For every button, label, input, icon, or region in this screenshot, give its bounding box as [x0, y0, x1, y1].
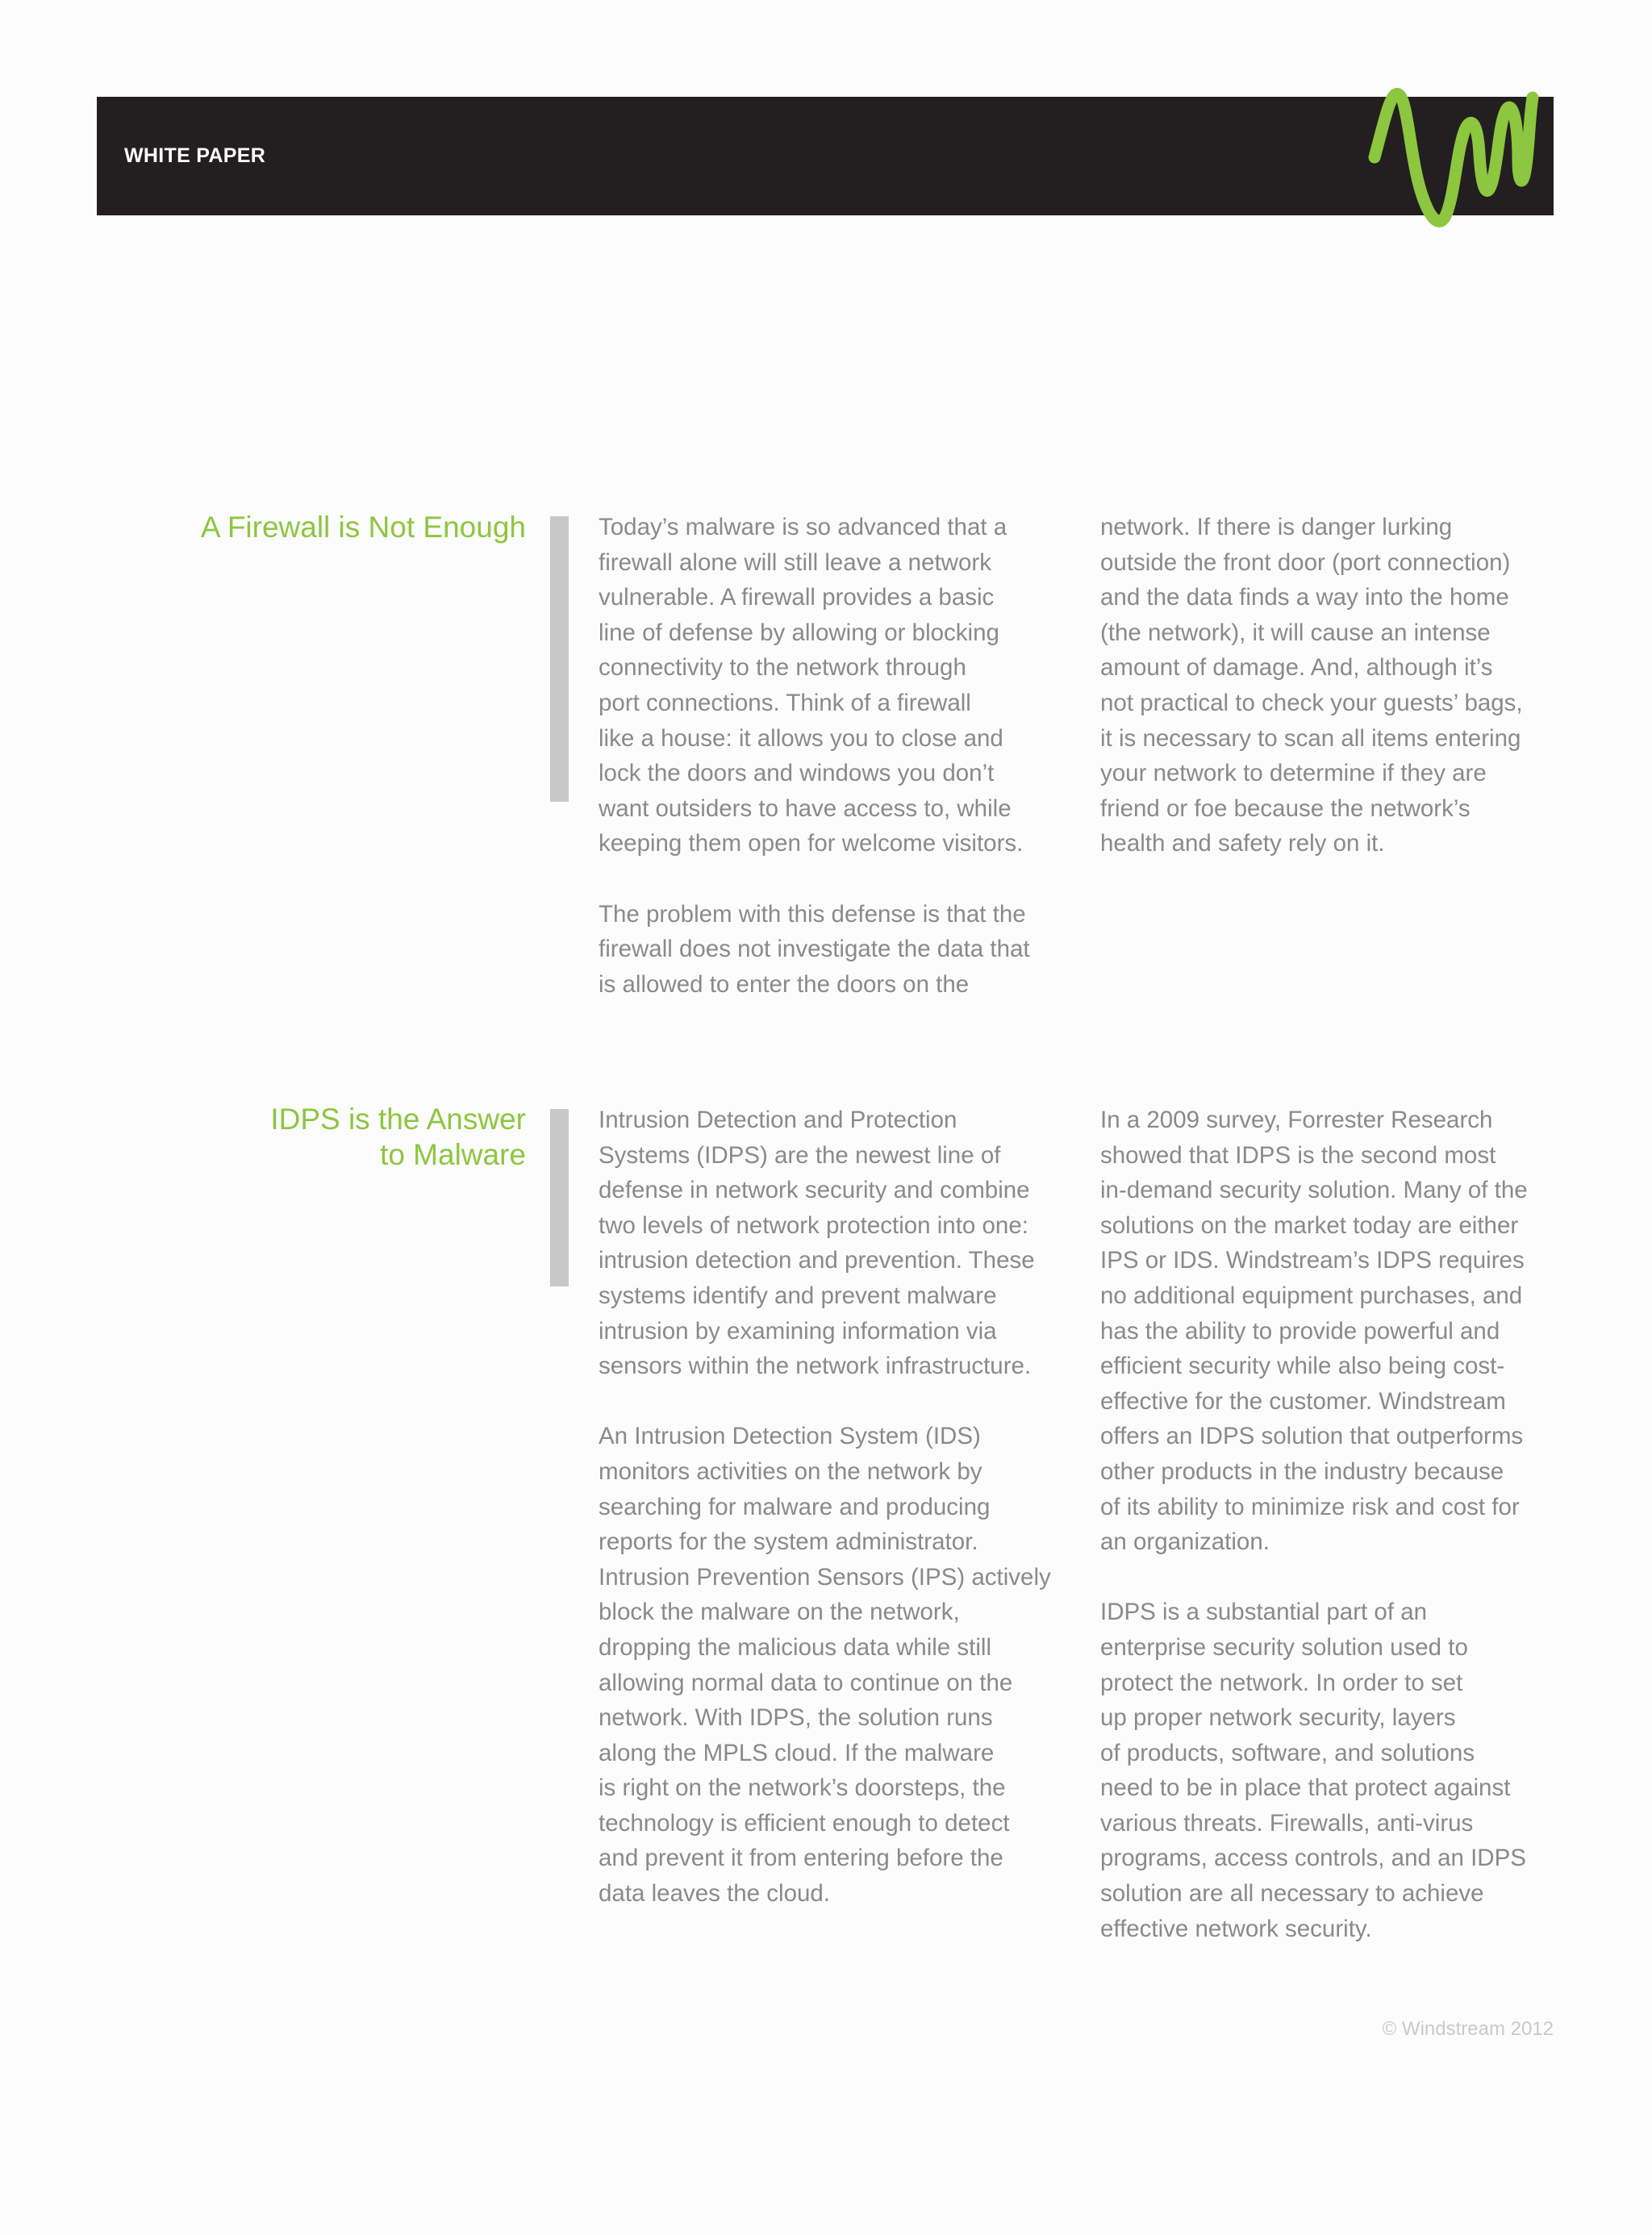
text-line: like a house: it allows you to close and — [599, 724, 1003, 752]
text-line: friend or foe because the network’s — [1100, 794, 1471, 822]
text-line: port connections. Think of a firewall — [599, 689, 971, 716]
text-line: of products, software, and solutions — [1100, 1739, 1475, 1766]
text-line: no additional equipment purchases, and — [1100, 1282, 1523, 1309]
text-line: efficient security while also being cost- — [1100, 1353, 1505, 1380]
section-firewall-column-1 — [599, 510, 1030, 1002]
text-line: In a 2009 survey, Forrester Research — [1100, 1107, 1493, 1133]
paragraph — [599, 1103, 1051, 1384]
text-line: not practical to check your guests’ bags, — [1100, 689, 1523, 716]
paragraph — [1100, 1595, 1528, 1946]
text-line: along the MPLS cloud. If the malware — [599, 1739, 995, 1766]
text-line: in-demand security solution. Many of the — [1100, 1177, 1528, 1204]
text-line: vulnerable. A firewall provides a basic — [599, 584, 995, 611]
text-line: defense in network security and combine — [599, 1177, 1030, 1204]
text-line: IDPS is a substantial part of an — [1100, 1599, 1428, 1626]
text-line: two levels of network protection into one: — [599, 1211, 1028, 1239]
header-label: WHITE PAPER — [124, 144, 266, 167]
text-line: programs, access controls, and an IDPS — [1100, 1845, 1526, 1872]
text-line: systems identify and prevent malware — [599, 1282, 997, 1309]
copyright-footer: © Windstream 2012 — [1382, 2018, 1554, 2040]
text-line: The problem with this defense is that the — [599, 900, 1026, 928]
text-line: other products in the industry because — [1100, 1457, 1504, 1485]
text-line: connectivity to the network through — [599, 654, 966, 682]
text-line: is allowed to enter the doors on the — [599, 970, 970, 998]
text-line: technology is efficient enough to detect — [599, 1809, 1010, 1837]
text-line: Today’s malware is so advanced that a — [599, 514, 1007, 540]
text-line: Intrusion Detection and Protection — [599, 1107, 957, 1133]
text-line: your network to determine if they are — [1100, 760, 1487, 787]
text-line: line of defense by allowing or blocking — [599, 619, 999, 646]
text-line: need to be in place that protect against — [1100, 1774, 1511, 1802]
text-line: allowing normal data to continue on the — [599, 1669, 1013, 1696]
text-line: An Intrusion Detection System (IDS) — [599, 1423, 981, 1450]
paragraph — [1100, 510, 1523, 861]
section-idps-column-1 — [599, 1103, 1051, 1912]
text-line: block the malware on the network, — [599, 1599, 960, 1626]
text-line: network. If there is danger lurking — [1100, 514, 1453, 540]
text-line: of its ability to minimize risk and cost for — [1100, 1493, 1520, 1520]
header-bar — [97, 97, 1554, 215]
text-line: network. With IDPS, the solution runs — [599, 1704, 993, 1732]
text-line: up proper network security, layers — [1100, 1704, 1456, 1732]
text-line: searching for malware and producing — [599, 1493, 991, 1520]
text-line: various threats. Firewalls, anti-virus — [1100, 1809, 1474, 1837]
text-line: dropping the malicious data while still — [599, 1633, 992, 1661]
paragraph — [599, 897, 1030, 1003]
section-title-firewall — [201, 510, 526, 545]
text-line: an organization. — [1100, 1528, 1270, 1556]
section-rule — [550, 516, 569, 802]
text-line: offers an IDPS solution that outperforms — [1100, 1423, 1524, 1450]
text-line: monitors activities on the network by — [599, 1457, 982, 1485]
text-line: solutions on the market today are either — [1100, 1211, 1519, 1239]
text-line: lock the doors and windows you don’t — [599, 760, 995, 787]
text-line: and the data finds a way into the home — [1100, 584, 1509, 611]
text-line: firewall does not investigate the data that — [599, 936, 1030, 963]
text-line: has the ability to provide powerful and — [1100, 1317, 1500, 1345]
text-line: intrusion by examining information via — [599, 1317, 997, 1345]
text-line: effective network security. — [1100, 1915, 1372, 1942]
text-line: Intrusion Prevention Sensors (IPS) actively — [599, 1563, 1051, 1591]
section-firewall-column-2 — [1100, 510, 1523, 861]
section-idps-column-2 — [1100, 1103, 1528, 1946]
section-title-idps — [270, 1102, 526, 1173]
paragraph — [599, 510, 1030, 861]
text-line: Systems (IDPS) are the newest line of — [599, 1141, 1001, 1169]
text-line: and prevent it from entering before the — [599, 1845, 1003, 1872]
text-line: firewall alone will still leave a network — [599, 548, 991, 576]
text-line: effective for the customer. Windstream — [1100, 1387, 1506, 1415]
text-line: protect the network. In order to set — [1100, 1669, 1463, 1696]
windstream-wave-logo-icon — [1363, 77, 1542, 234]
paragraph — [599, 1419, 1051, 1911]
section-title-line: IDPS is the Answer — [270, 1103, 526, 1136]
text-line: enterprise security solution used to — [1100, 1633, 1468, 1661]
paragraph — [1100, 1103, 1528, 1560]
text-line: data leaves the cloud. — [599, 1880, 831, 1908]
text-line: it is necessary to scan all items entering — [1100, 724, 1521, 752]
text-line: (the network), it will cause an intense — [1100, 619, 1491, 646]
section-rule — [550, 1109, 569, 1286]
text-line: is right on the network’s doorsteps, the — [599, 1774, 1006, 1802]
text-line: health and safety rely on it. — [1100, 830, 1385, 857]
text-line: keeping them open for welcome visitors. — [599, 830, 1024, 857]
text-line: intrusion detection and prevention. These — [599, 1247, 1035, 1274]
section-title-line: to Malware — [380, 1138, 526, 1171]
text-line: solution are all necessary to achieve — [1100, 1880, 1484, 1908]
text-line: want outsiders to have access to, while — [599, 794, 1012, 822]
text-line: sensors within the network infrastructure. — [599, 1353, 1032, 1380]
section-title-line: A Firewall is Not Enough — [200, 511, 526, 544]
text-line: reports for the system administrator. — [599, 1528, 978, 1556]
text-line: amount of damage. And, although it’s — [1100, 654, 1493, 682]
text-line: showed that IDPS is the second most — [1100, 1141, 1496, 1169]
text-line: outside the front door (port connection) — [1100, 548, 1511, 576]
text-line: IPS or IDS. Windstream’s IDPS requires — [1100, 1247, 1525, 1274]
